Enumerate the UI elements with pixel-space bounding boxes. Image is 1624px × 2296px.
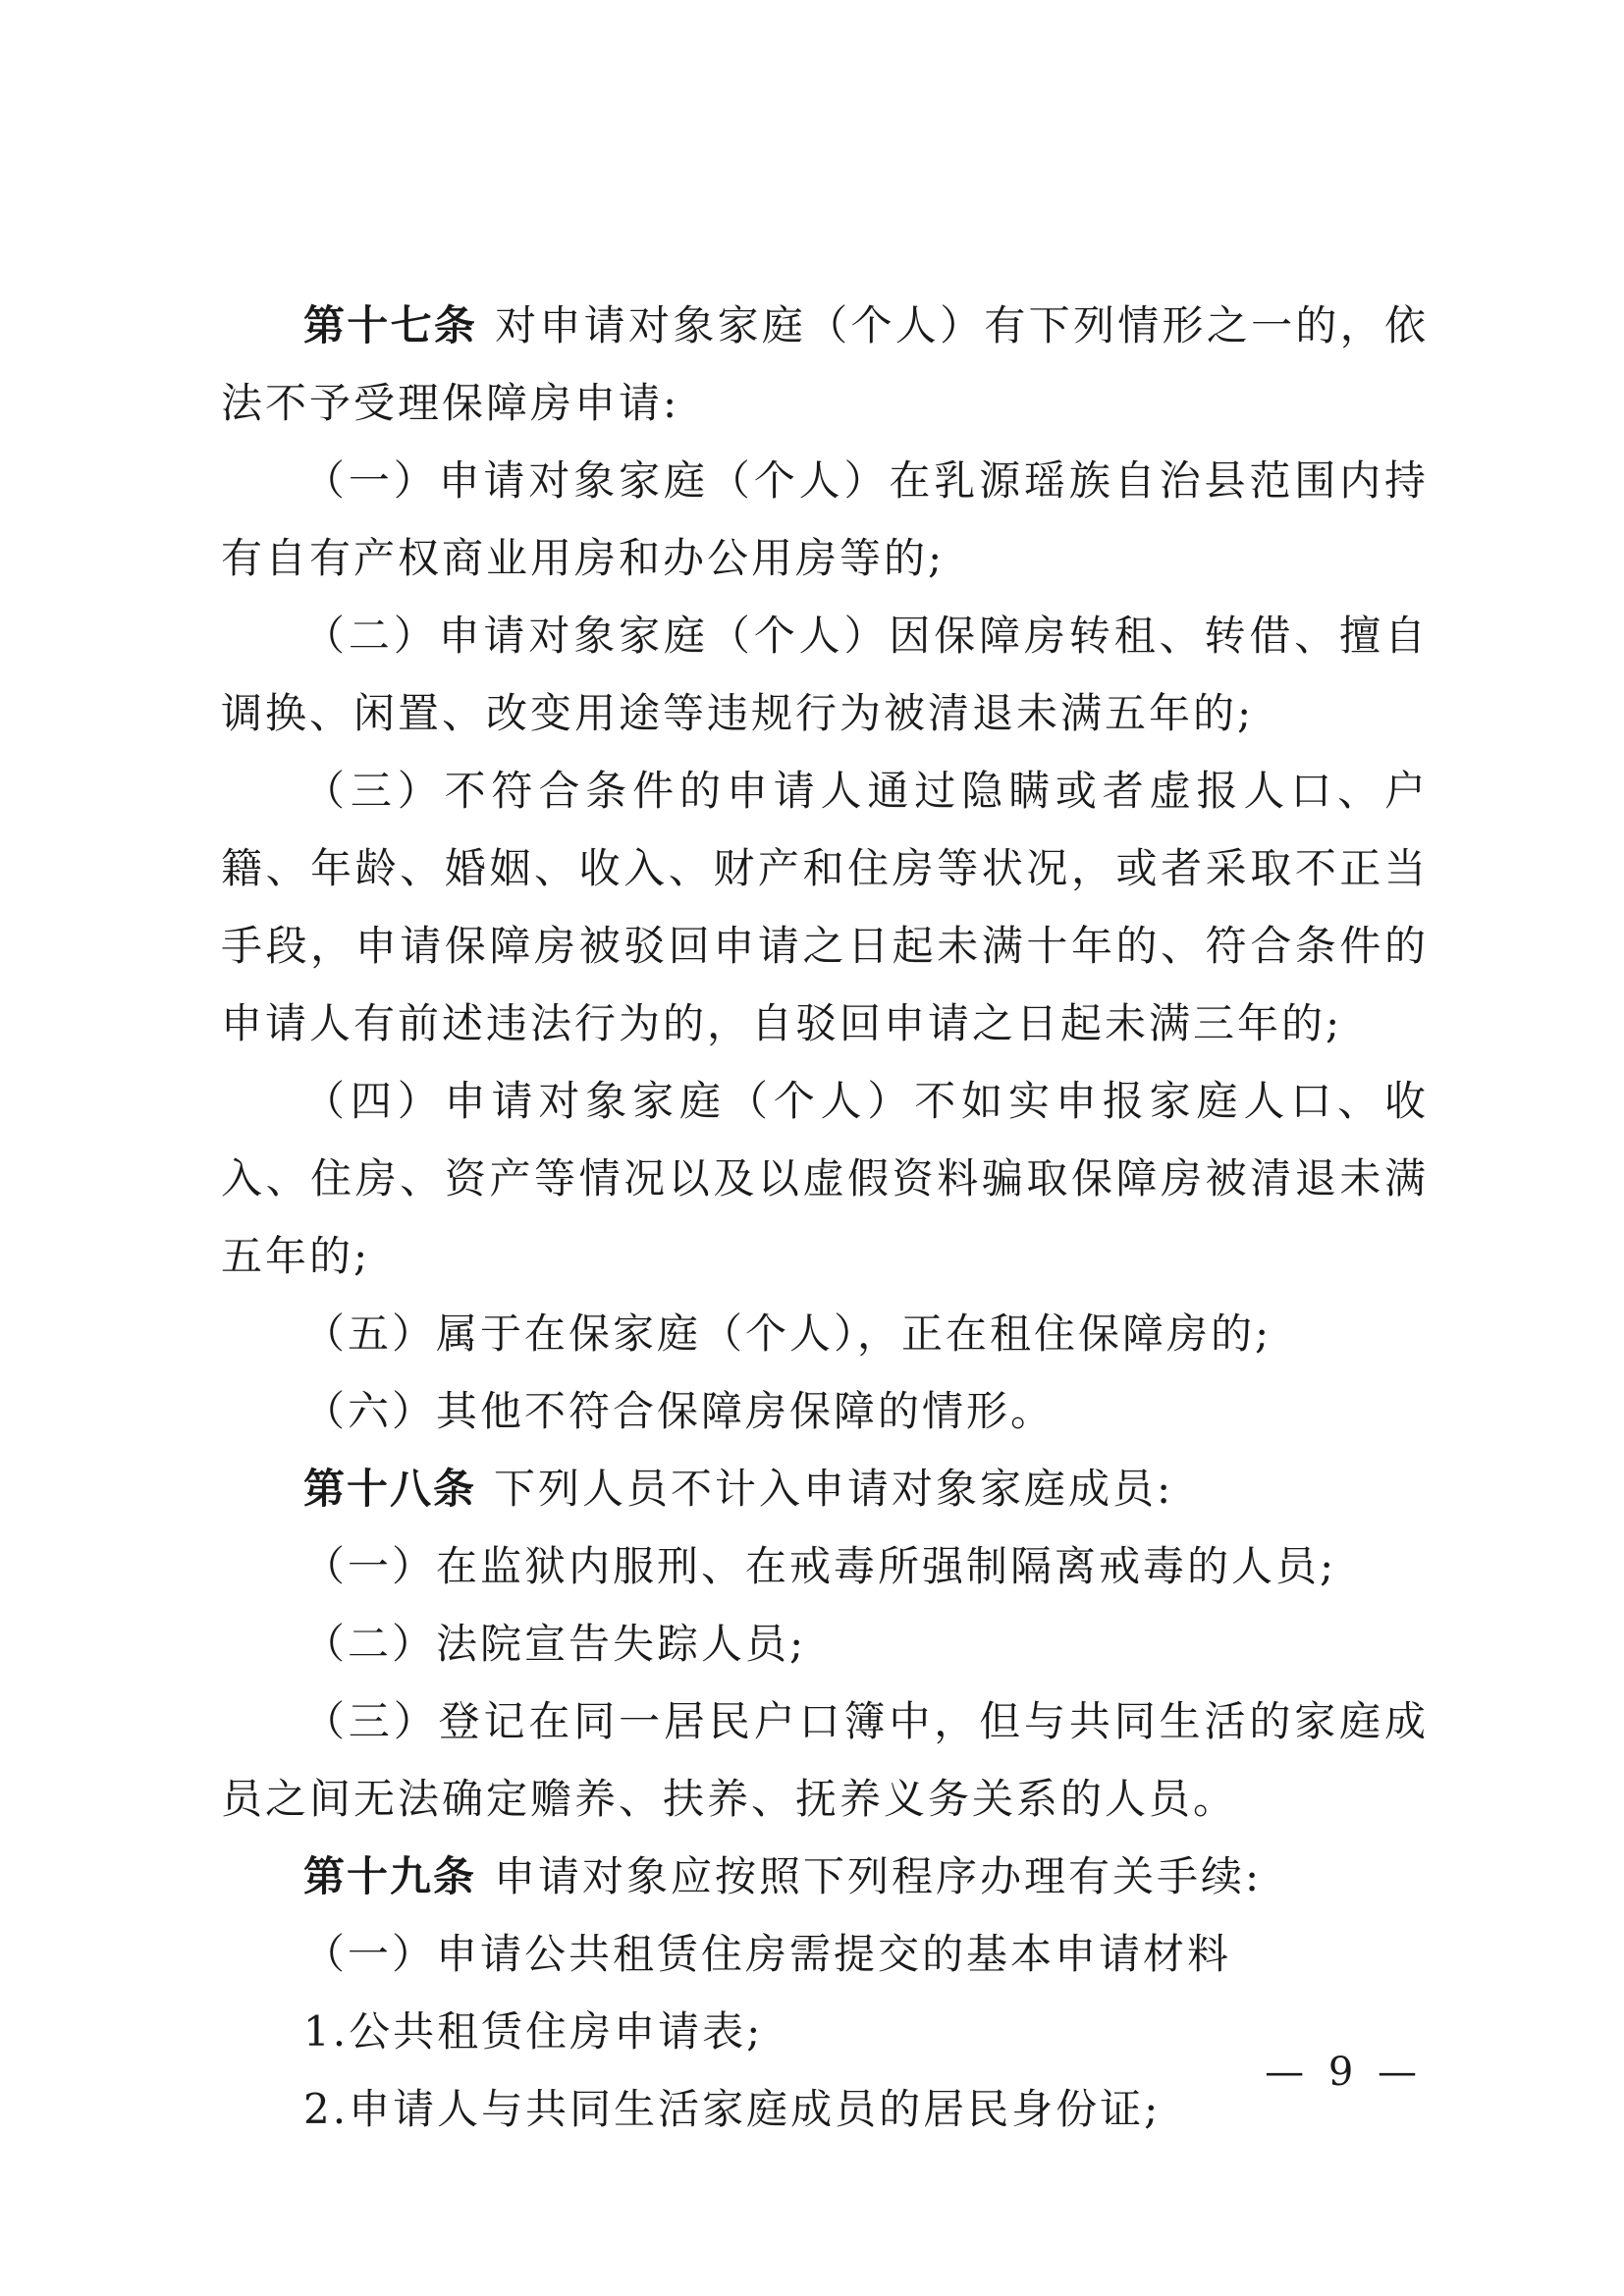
article-18-heading-paragraph <box>221 1450 1429 1527</box>
article-19-text: 申请对象应按照下列程序办理有关手续: <box>494 1852 1263 1900</box>
page-number: — 9 — <box>1265 2050 1423 2095</box>
article-17-item-5: （五）属于在保家庭（个人），正在租住保障房的; <box>303 1309 1272 1358</box>
article-17-title: 第十七条 <box>303 301 478 349</box>
article-18-item-3: （三）登记在同一居民户口簿中，但与共同生活的家庭成员之间无法确定赡养、扶养、抚养义务关系的人员。 <box>221 1697 1429 1823</box>
article-19-heading-paragraph <box>221 1838 1429 1915</box>
article-18-text: 下列人员不计入申请对象家庭成员: <box>494 1465 1174 1513</box>
article-17-item-2: （二）申请对象家庭（个人）因保障房转租、转借、擅自调换、闲置、改变用途等违规行为被清退未满五年的; <box>221 612 1429 737</box>
article-19-title: 第十九条 <box>303 1852 477 1900</box>
article-19-item-1: （一）申请公共租赁住房需提交的基本申请材料 <box>303 1930 1232 1978</box>
article-17-item-4: （四）申请对象家庭（个人）不如实申报家庭人口、收入、住房、资产等情况以及以虚假资料骗取保障房被清退未满五年的; <box>221 1077 1429 1280</box>
article-17-heading-paragraph <box>221 287 1429 442</box>
article-18-item-1: （一）在监狱内服刑、在戒毒所强制隔离戒毒的人员; <box>303 1542 1337 1590</box>
article-17-item-3: （三）不符合条件的申请人通过隐瞒或者虚报人口、户籍、年龄、婚姻、收入、财产和住房等状况，或者采取不正当手段，申请保障房被驳回申请之日起未满十年的、符合条件的申请人有前述违法行为的，自驳回申请之日起未满三年的; <box>221 767 1429 1047</box>
article-17-item-6: （六）其他不符合保障房保障的情形。 <box>303 1387 1056 1435</box>
document-body <box>221 287 1429 2148</box>
article-19-item-2: 1.公共租赁住房申请表; <box>303 2007 764 2056</box>
article-18-item-2: （二）法院宣告失踪人员; <box>303 1620 807 1668</box>
article-17-item-1: （一）申请对象家庭（个人）在乳源瑶族自治县范围内持有自有产权商业用房和办公用房等的; <box>221 456 1429 582</box>
article-19-item-3: 2.申请人与共同生活家庭成员的居民身份证; <box>303 2085 1162 2133</box>
article-18-title: 第十八条 <box>303 1465 477 1513</box>
article-17-text: 对申请对象家庭（个人）有下列情形之一的，依法不予受理保障房申请: <box>221 301 1429 427</box>
